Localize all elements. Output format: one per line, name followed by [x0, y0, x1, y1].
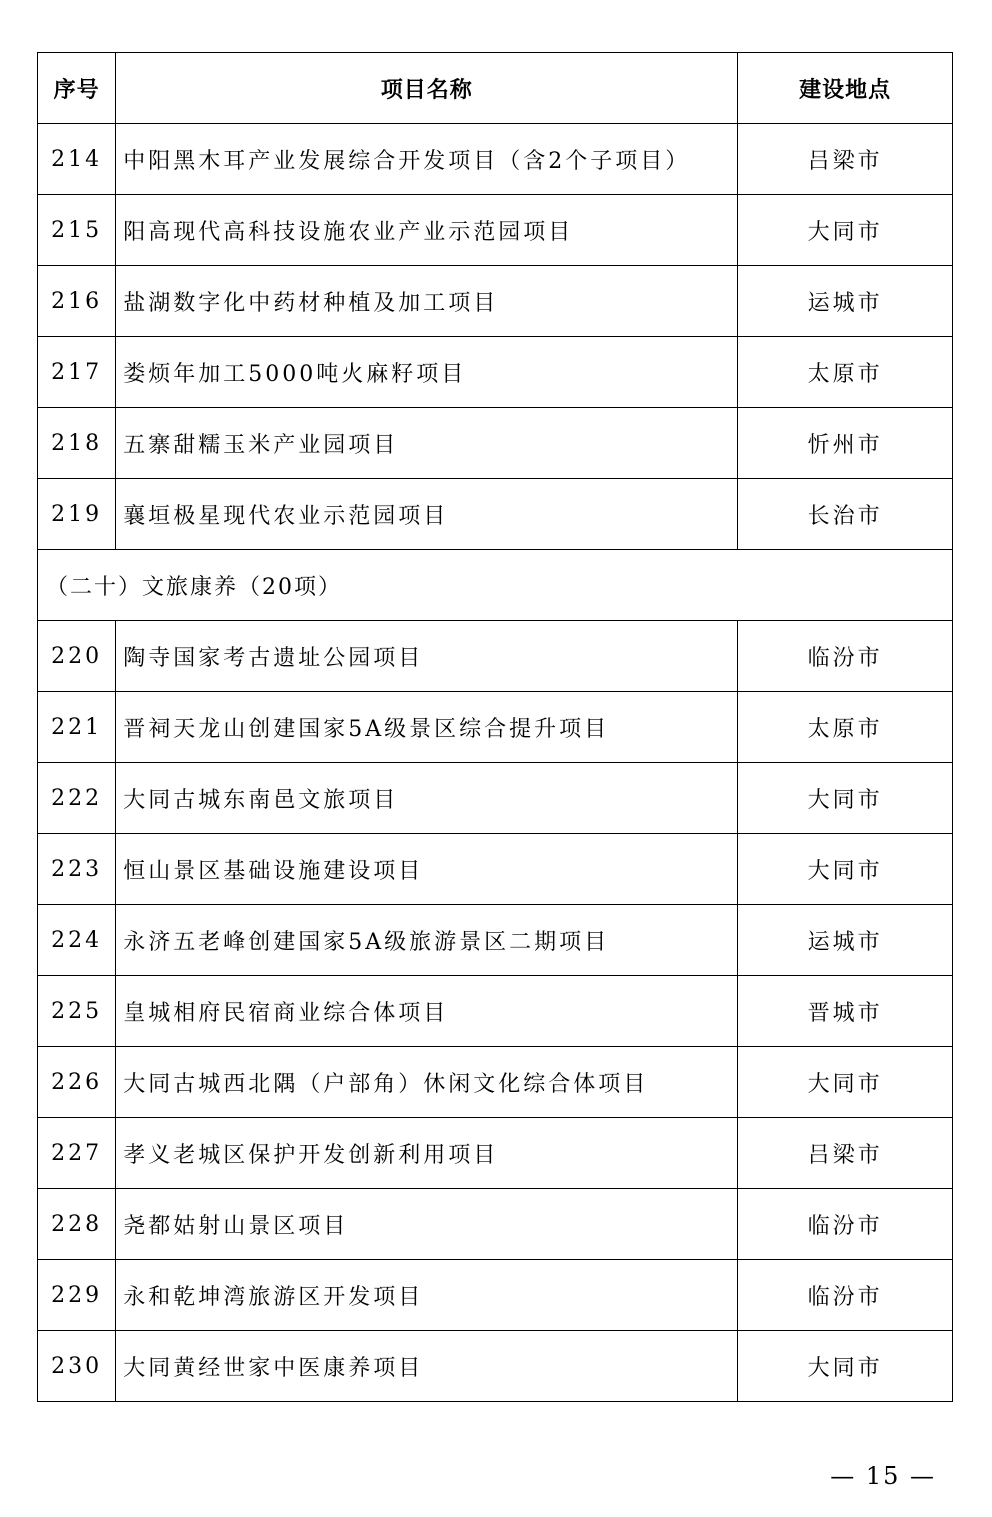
row-project-name: 五寨甜糯玉米产业园项目 [116, 408, 738, 479]
row-project-name: 娄烦年加工5000吨火麻籽项目 [116, 337, 738, 408]
row-project-name: 大同黄经世家中医康养项目 [116, 1331, 738, 1402]
row-location: 长治市 [738, 479, 953, 550]
table-row [38, 1047, 953, 1118]
row-location: 忻州市 [738, 408, 953, 479]
table-row [38, 195, 953, 266]
row-serial-number: 225 [38, 976, 116, 1047]
row-serial-number: 220 [38, 621, 116, 692]
row-project-name: 阳高现代高科技设施农业产业示范园项目 [116, 195, 738, 266]
row-serial-number: 218 [38, 408, 116, 479]
row-serial-number: 216 [38, 266, 116, 337]
table-row [38, 834, 953, 905]
row-project-name: 恒山景区基础设施建设项目 [116, 834, 738, 905]
row-location: 大同市 [738, 763, 953, 834]
table-row [38, 124, 953, 195]
row-location: 大同市 [738, 834, 953, 905]
table-row [38, 763, 953, 834]
row-project-name: 永和乾坤湾旅游区开发项目 [116, 1260, 738, 1331]
table-row [38, 976, 953, 1047]
row-project-name: 皇城相府民宿商业综合体项目 [116, 976, 738, 1047]
table-body-bottom [38, 621, 953, 1402]
header-serial-number: 序号 [38, 53, 116, 124]
section-heading: （二十）文旅康养（20项） [38, 550, 953, 621]
row-location: 吕梁市 [738, 124, 953, 195]
row-location: 临汾市 [738, 1260, 953, 1331]
row-location: 运城市 [738, 905, 953, 976]
row-location: 临汾市 [738, 621, 953, 692]
row-project-name: 中阳黑木耳产业发展综合开发项目（含2个子项目） [116, 124, 738, 195]
row-project-name: 盐湖数字化中药材种植及加工项目 [116, 266, 738, 337]
row-serial-number: 227 [38, 1118, 116, 1189]
row-serial-number: 219 [38, 479, 116, 550]
row-serial-number: 214 [38, 124, 116, 195]
row-project-name: 永济五老峰创建国家5A级旅游景区二期项目 [116, 905, 738, 976]
row-location: 大同市 [738, 1331, 953, 1402]
row-serial-number: 215 [38, 195, 116, 266]
table-row [38, 621, 953, 692]
section-row [38, 550, 953, 621]
row-project-name: 孝义老城区保护开发创新利用项目 [116, 1118, 738, 1189]
page-number: — 15 — [830, 1462, 936, 1490]
row-serial-number: 222 [38, 763, 116, 834]
table-row [38, 479, 953, 550]
row-project-name: 大同古城西北隅（户部角）休闲文化综合体项目 [116, 1047, 738, 1118]
row-location: 晋城市 [738, 976, 953, 1047]
row-project-name: 尧都姑射山景区项目 [116, 1189, 738, 1260]
row-serial-number: 230 [38, 1331, 116, 1402]
header-project-name: 项目名称 [116, 53, 738, 124]
row-serial-number: 228 [38, 1189, 116, 1260]
table-row [38, 905, 953, 976]
row-project-name: 陶寺国家考古遗址公园项目 [116, 621, 738, 692]
table-row [38, 1260, 953, 1331]
row-location: 临汾市 [738, 1189, 953, 1260]
row-serial-number: 217 [38, 337, 116, 408]
row-project-name: 晋祠天龙山创建国家5A级景区综合提升项目 [116, 692, 738, 763]
row-serial-number: 221 [38, 692, 116, 763]
table-section [38, 550, 953, 621]
header-location: 建设地点 [738, 53, 953, 124]
row-location: 太原市 [738, 337, 953, 408]
row-location: 运城市 [738, 266, 953, 337]
row-serial-number: 226 [38, 1047, 116, 1118]
row-location: 太原市 [738, 692, 953, 763]
row-serial-number: 229 [38, 1260, 116, 1331]
table-row [38, 1118, 953, 1189]
table-row [38, 692, 953, 763]
table-body-top [38, 124, 953, 550]
row-location: 大同市 [738, 1047, 953, 1118]
table-row [38, 337, 953, 408]
row-project-name: 大同古城东南邑文旅项目 [116, 763, 738, 834]
table-row [38, 1331, 953, 1402]
project-table [37, 52, 953, 1402]
table-row [38, 266, 953, 337]
row-location: 吕梁市 [738, 1118, 953, 1189]
row-serial-number: 224 [38, 905, 116, 976]
table-header-row [38, 53, 953, 124]
row-serial-number: 223 [38, 834, 116, 905]
table-row [38, 408, 953, 479]
table-row [38, 1189, 953, 1260]
row-project-name: 襄垣极星现代农业示范园项目 [116, 479, 738, 550]
row-location: 大同市 [738, 195, 953, 266]
